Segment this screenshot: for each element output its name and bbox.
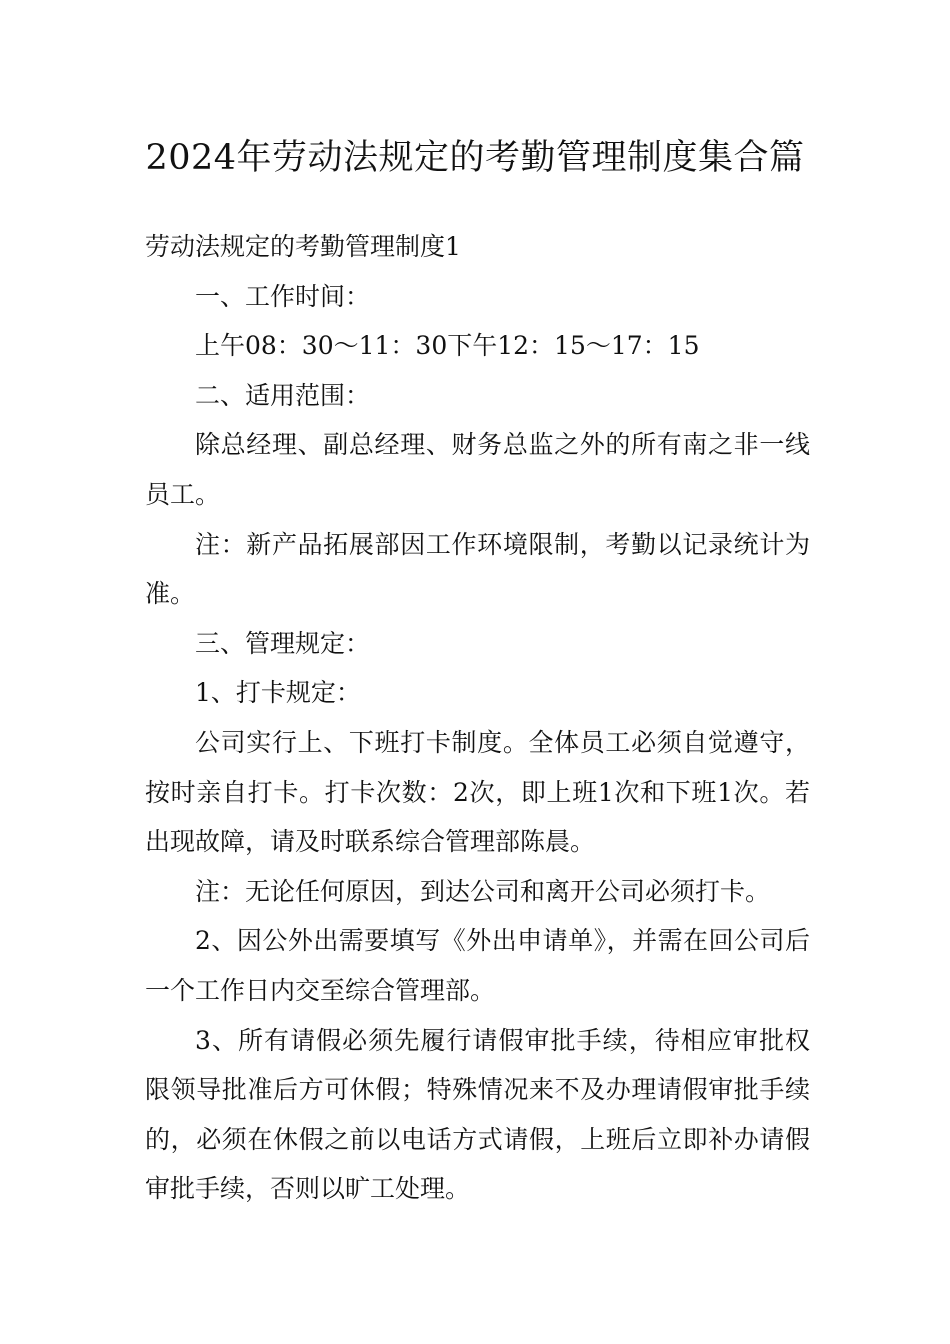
paragraph-clock-in-heading: 1、打卡规定：	[195, 678, 361, 708]
paragraph-scope-heading: 二、适用范围：	[195, 380, 371, 410]
paragraph-clock-in-note: 注：无论任何原因，到达公司和离开公司必须打卡。	[195, 876, 771, 906]
section-heading: 劳动法规定的考勤管理制度1	[145, 232, 461, 261]
document-body	[145, 222, 810, 1214]
paragraph-scope: 除总经理、副总经理、财务总监之外的所有南之非一线员工。	[145, 430, 810, 509]
paragraph-rules-heading: 三、管理规定：	[195, 628, 371, 658]
paragraph-clock-in-rules: 公司实行上、下班打卡制度。全体员工必须自觉遵守，按时亲自打卡。打卡次数：2次，即上班1次和下班1次。若出现故障，请及时联系综合管理部陈晨。	[145, 727, 810, 857]
paragraph-business-trip: 2、因公外出需要填写《外出申请单》，并需在回公司后一个工作日内交至综合管理部。	[145, 926, 810, 1005]
paragraph-work-hours-heading: 一、工作时间：	[195, 281, 371, 311]
paragraph-scope-note: 注：新产品拓展部因工作环境限制，考勤以记录统计为准。	[145, 529, 810, 609]
document-title: 2024年劳动法规定的考勤管理制度集合篇	[145, 138, 805, 178]
paragraph-work-hours: 上午08：30～11：30下午12：15～17：15	[195, 331, 700, 361]
paragraph-leave: 3、所有请假必须先履行请假审批手续，待相应审批权限领导批准后方可休假；特殊情况来不及办理请假审批手续的，必须在休假之前以电话方式请假，上班后立即补办请假审批手续，否则以旷工处理。	[145, 1025, 810, 1204]
